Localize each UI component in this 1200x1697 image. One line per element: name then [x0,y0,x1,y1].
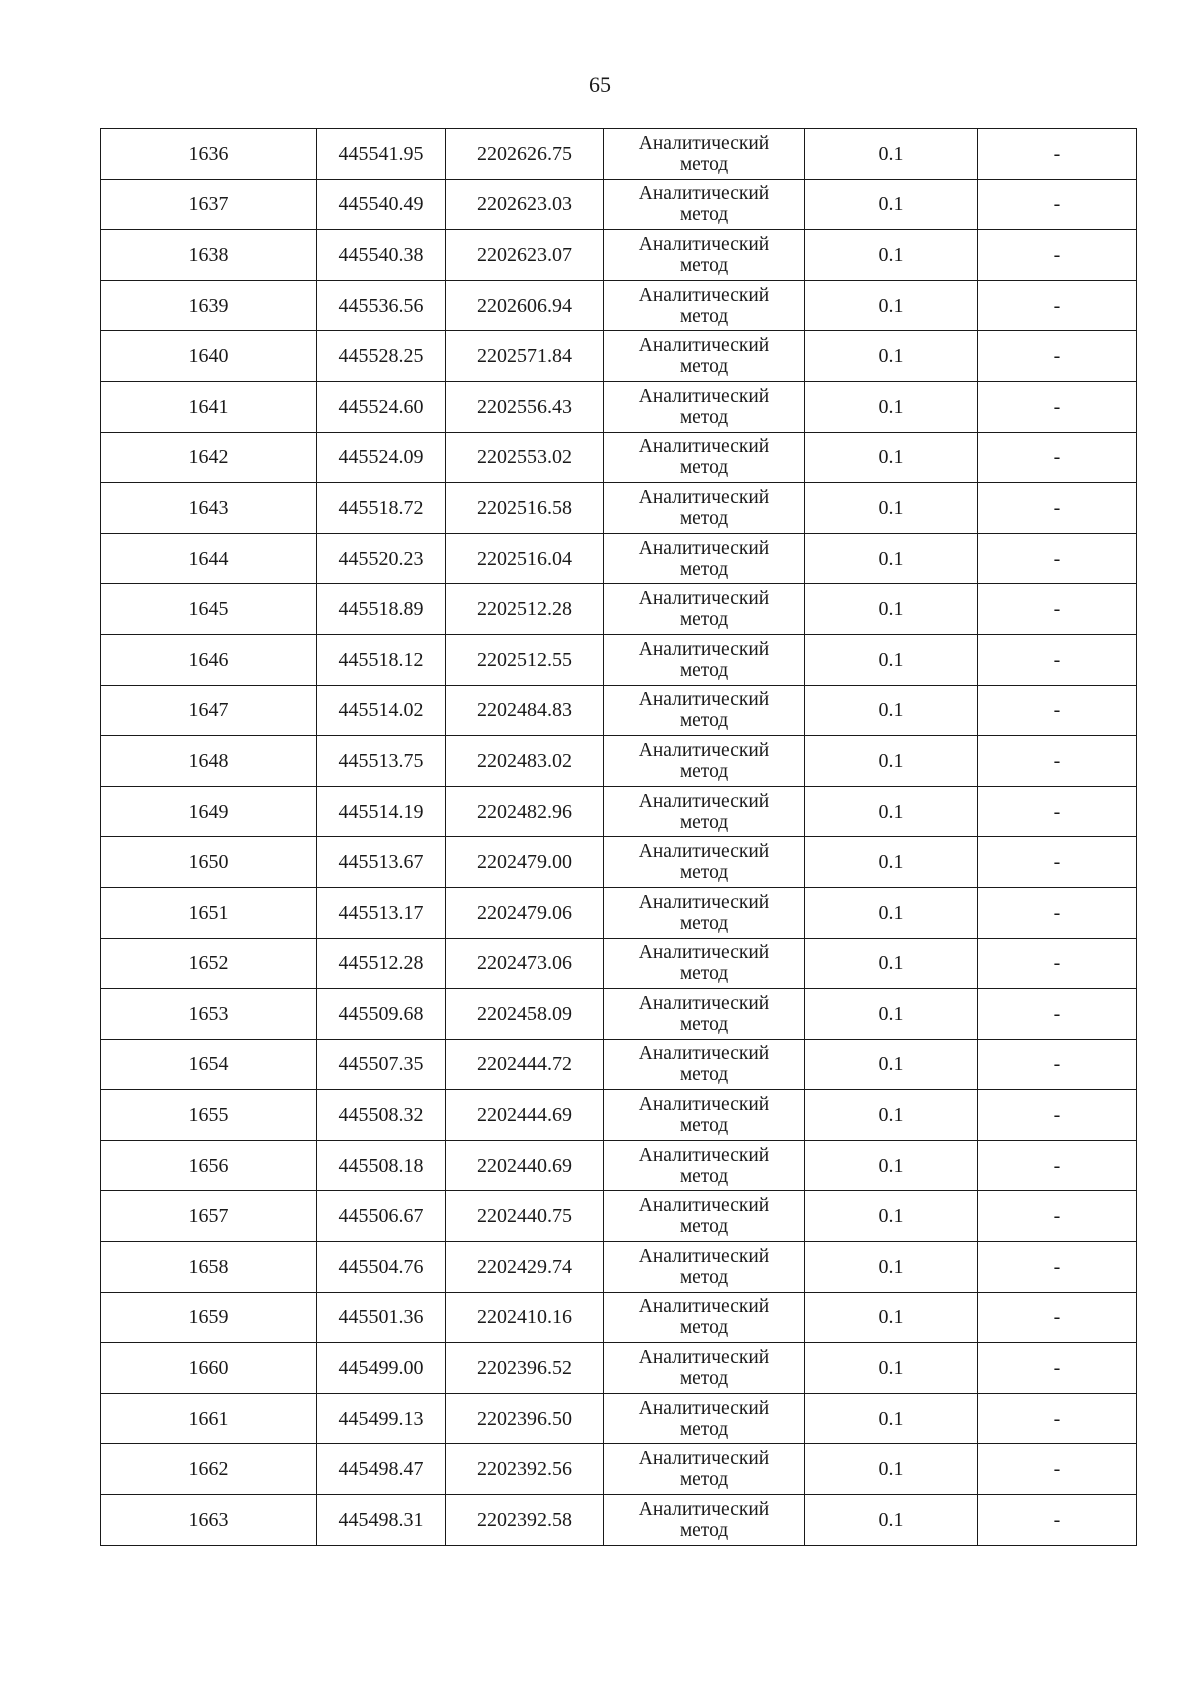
method-cell [604,1495,805,1546]
method-line-1: Аналитический [638,1245,770,1267]
method-cell [604,432,805,483]
method-line-2: метод [679,1165,729,1187]
method-cell [604,1242,805,1293]
coordinates-table [100,128,1137,1546]
accuracy-cell: 0.1 [805,432,978,483]
table-row [101,1039,1137,1090]
method-line-1: Аналитический [638,335,770,357]
table-row [101,1090,1137,1141]
y-coordinate-cell: 2202556.43 [446,381,604,432]
note-cell: - [978,129,1137,180]
table-row [101,837,1137,888]
point-number-cell: 1655 [101,1090,317,1141]
point-number-cell: 1641 [101,381,317,432]
table-row [101,1393,1137,1444]
accuracy-cell: 0.1 [805,1495,978,1546]
point-number-cell: 1647 [101,685,317,736]
note-cell: - [978,1191,1137,1242]
note-cell: - [978,1393,1137,1444]
point-number-cell: 1657 [101,1191,317,1242]
note-cell: - [978,1090,1137,1141]
y-coordinate-cell: 2202516.58 [446,483,604,534]
table-row [101,584,1137,635]
method-cell [604,1039,805,1090]
point-number-cell: 1651 [101,887,317,938]
method-cell [604,1343,805,1394]
accuracy-cell: 0.1 [805,1343,978,1394]
method-line-1: Аналитический [638,1043,770,1065]
point-number-cell: 1646 [101,634,317,685]
accuracy-cell: 0.1 [805,230,978,281]
method-cell [604,685,805,736]
accuracy-cell: 0.1 [805,685,978,736]
method-line-1: Аналитический [638,1347,770,1369]
accuracy-cell: 0.1 [805,938,978,989]
method-line-2: метод [679,1115,729,1137]
table-row [101,989,1137,1040]
method-cell [604,230,805,281]
accuracy-cell: 0.1 [805,1039,978,1090]
method-line-2: метод [679,862,729,884]
x-coordinate-cell: 445518.72 [317,483,446,534]
point-number-cell: 1645 [101,584,317,635]
table-row [101,280,1137,331]
method-cell [604,1191,805,1242]
method-line-1: Аналитический [638,942,770,964]
point-number-cell: 1642 [101,432,317,483]
note-cell: - [978,280,1137,331]
method-line-2: метод [679,1469,729,1491]
point-number-cell: 1648 [101,736,317,787]
y-coordinate-cell: 2202623.03 [446,179,604,230]
y-coordinate-cell: 2202396.50 [446,1393,604,1444]
note-cell: - [978,938,1137,989]
method-cell [604,1090,805,1141]
method-cell [604,331,805,382]
accuracy-cell: 0.1 [805,1393,978,1444]
point-number-cell: 1636 [101,129,317,180]
table-row [101,533,1137,584]
note-cell: - [978,1343,1137,1394]
y-coordinate-cell: 2202410.16 [446,1292,604,1343]
note-cell: - [978,483,1137,534]
method-cell [604,736,805,787]
x-coordinate-cell: 445513.17 [317,887,446,938]
y-coordinate-cell: 2202473.06 [446,938,604,989]
accuracy-cell: 0.1 [805,989,978,1040]
note-cell: - [978,179,1137,230]
method-cell [604,938,805,989]
accuracy-cell: 0.1 [805,1090,978,1141]
method-line-2: метод [679,710,729,732]
method-cell [604,837,805,888]
method-cell [604,483,805,534]
table-row [101,129,1137,180]
y-coordinate-cell: 2202516.04 [446,533,604,584]
note-cell: - [978,685,1137,736]
x-coordinate-cell: 445508.32 [317,1090,446,1141]
note-cell: - [978,1292,1137,1343]
x-coordinate-cell: 445499.00 [317,1343,446,1394]
y-coordinate-cell: 2202484.83 [446,685,604,736]
accuracy-cell: 0.1 [805,837,978,888]
method-line-1: Аналитический [638,992,770,1014]
accuracy-cell: 0.1 [805,533,978,584]
method-line-2: метод [679,912,729,934]
accuracy-cell: 0.1 [805,736,978,787]
x-coordinate-cell: 445518.12 [317,634,446,685]
y-coordinate-cell: 2202626.75 [446,129,604,180]
note-cell: - [978,989,1137,1040]
note-cell: - [978,1242,1137,1293]
x-coordinate-cell: 445499.13 [317,1393,446,1444]
note-cell: - [978,634,1137,685]
accuracy-cell: 0.1 [805,584,978,635]
method-cell [604,179,805,230]
accuracy-cell: 0.1 [805,280,978,331]
table-row [101,634,1137,685]
accuracy-cell: 0.1 [805,786,978,837]
table-row [101,1140,1137,1191]
note-cell: - [978,786,1137,837]
method-cell [604,129,805,180]
note-cell: - [978,837,1137,888]
method-line-1: Аналитический [638,739,770,761]
y-coordinate-cell: 2202440.69 [446,1140,604,1191]
method-line-2: метод [679,254,729,276]
x-coordinate-cell: 445524.60 [317,381,446,432]
point-number-cell: 1654 [101,1039,317,1090]
table-row [101,432,1137,483]
x-coordinate-cell: 445514.02 [317,685,446,736]
method-cell [604,280,805,331]
table-row [101,1495,1137,1546]
method-line-2: метод [679,153,729,175]
note-cell: - [978,584,1137,635]
note-cell: - [978,432,1137,483]
table-row [101,736,1137,787]
note-cell: - [978,230,1137,281]
y-coordinate-cell: 2202482.96 [446,786,604,837]
method-line-2: метод [679,406,729,428]
point-number-cell: 1652 [101,938,317,989]
method-line-1: Аналитический [638,1144,770,1166]
method-line-2: метод [679,356,729,378]
y-coordinate-cell: 2202479.00 [446,837,604,888]
method-line-2: метод [679,1519,729,1541]
x-coordinate-cell: 445501.36 [317,1292,446,1343]
method-line-1: Аналитический [638,1296,770,1318]
accuracy-cell: 0.1 [805,634,978,685]
note-cell: - [978,331,1137,382]
method-line-2: метод [679,457,729,479]
x-coordinate-cell: 445514.19 [317,786,446,837]
point-number-cell: 1661 [101,1393,317,1444]
accuracy-cell: 0.1 [805,1444,978,1495]
method-cell [604,533,805,584]
method-line-1: Аналитический [638,486,770,508]
point-number-cell: 1640 [101,331,317,382]
accuracy-cell: 0.1 [805,331,978,382]
method-line-2: метод [679,204,729,226]
method-line-2: метод [679,1266,729,1288]
x-coordinate-cell: 445540.49 [317,179,446,230]
point-number-cell: 1656 [101,1140,317,1191]
method-cell [604,584,805,635]
point-number-cell: 1649 [101,786,317,837]
table-row [101,483,1137,534]
method-cell [604,634,805,685]
x-coordinate-cell: 445528.25 [317,331,446,382]
method-line-1: Аналитический [638,1397,770,1419]
table-row [101,1343,1137,1394]
accuracy-cell: 0.1 [805,887,978,938]
x-coordinate-cell: 445541.95 [317,129,446,180]
method-line-1: Аналитический [638,841,770,863]
y-coordinate-cell: 2202512.55 [446,634,604,685]
point-number-cell: 1644 [101,533,317,584]
y-coordinate-cell: 2202606.94 [446,280,604,331]
method-cell [604,381,805,432]
page-number: 65 [589,72,611,97]
method-line-1: Аналитический [638,385,770,407]
x-coordinate-cell: 445507.35 [317,1039,446,1090]
method-line-2: метод [679,760,729,782]
method-line-2: метод [679,1013,729,1035]
method-line-1: Аналитический [638,1094,770,1116]
table-row [101,1292,1137,1343]
accuracy-cell: 0.1 [805,1292,978,1343]
method-cell [604,1393,805,1444]
method-line-1: Аналитический [638,689,770,711]
method-line-2: метод [679,1064,729,1086]
point-number-cell: 1658 [101,1242,317,1293]
table-row [101,179,1137,230]
x-coordinate-cell: 445509.68 [317,989,446,1040]
method-line-1: Аналитический [638,638,770,660]
method-line-2: метод [679,507,729,529]
point-number-cell: 1639 [101,280,317,331]
accuracy-cell: 0.1 [805,1191,978,1242]
y-coordinate-cell: 2202483.02 [446,736,604,787]
point-number-cell: 1638 [101,230,317,281]
table-row [101,938,1137,989]
method-line-1: Аналитический [638,233,770,255]
accuracy-cell: 0.1 [805,179,978,230]
method-cell [604,887,805,938]
point-number-cell: 1653 [101,989,317,1040]
method-line-1: Аналитический [638,1448,770,1470]
method-line-2: метод [679,1418,729,1440]
point-number-cell: 1643 [101,483,317,534]
y-coordinate-cell: 2202571.84 [446,331,604,382]
y-coordinate-cell: 2202512.28 [446,584,604,635]
x-coordinate-cell: 445508.18 [317,1140,446,1191]
note-cell: - [978,1495,1137,1546]
y-coordinate-cell: 2202444.72 [446,1039,604,1090]
x-coordinate-cell: 445520.23 [317,533,446,584]
method-line-1: Аналитический [638,1498,770,1520]
method-line-1: Аналитический [638,183,770,205]
note-cell: - [978,1039,1137,1090]
note-cell: - [978,887,1137,938]
y-coordinate-cell: 2202479.06 [446,887,604,938]
method-line-2: метод [679,1216,729,1238]
method-line-2: метод [679,811,729,833]
accuracy-cell: 0.1 [805,1242,978,1293]
method-line-2: метод [679,659,729,681]
method-cell [604,1140,805,1191]
method-line-1: Аналитический [638,284,770,306]
method-line-1: Аналитический [638,132,770,154]
table-row [101,1444,1137,1495]
method-line-1: Аналитический [638,537,770,559]
method-line-2: метод [679,558,729,580]
point-number-cell: 1659 [101,1292,317,1343]
x-coordinate-cell: 445513.75 [317,736,446,787]
x-coordinate-cell: 445506.67 [317,1191,446,1242]
y-coordinate-cell: 2202444.69 [446,1090,604,1141]
method-line-2: метод [679,963,729,985]
table-row [101,1242,1137,1293]
y-coordinate-cell: 2202553.02 [446,432,604,483]
method-line-2: метод [679,305,729,327]
x-coordinate-cell: 445504.76 [317,1242,446,1293]
x-coordinate-cell: 445540.38 [317,230,446,281]
x-coordinate-cell: 445536.56 [317,280,446,331]
point-number-cell: 1660 [101,1343,317,1394]
y-coordinate-cell: 2202396.52 [446,1343,604,1394]
x-coordinate-cell: 445498.31 [317,1495,446,1546]
accuracy-cell: 0.1 [805,483,978,534]
method-line-1: Аналитический [638,1195,770,1217]
method-line-1: Аналитический [638,436,770,458]
point-number-cell: 1637 [101,179,317,230]
table-row [101,786,1137,837]
point-number-cell: 1662 [101,1444,317,1495]
table-row [101,887,1137,938]
x-coordinate-cell: 445518.89 [317,584,446,635]
y-coordinate-cell: 2202392.58 [446,1495,604,1546]
table-row [101,1191,1137,1242]
method-cell [604,1292,805,1343]
x-coordinate-cell: 445512.28 [317,938,446,989]
method-line-1: Аналитический [638,790,770,812]
x-coordinate-cell: 445524.09 [317,432,446,483]
method-cell [604,989,805,1040]
point-number-cell: 1650 [101,837,317,888]
note-cell: - [978,1444,1137,1495]
note-cell: - [978,736,1137,787]
accuracy-cell: 0.1 [805,1140,978,1191]
table-row [101,230,1137,281]
y-coordinate-cell: 2202623.07 [446,230,604,281]
method-cell [604,1444,805,1495]
accuracy-cell: 0.1 [805,381,978,432]
y-coordinate-cell: 2202440.75 [446,1191,604,1242]
coordinates-table-body [101,129,1137,1546]
note-cell: - [978,381,1137,432]
y-coordinate-cell: 2202429.74 [446,1242,604,1293]
point-number-cell: 1663 [101,1495,317,1546]
method-line-2: метод [679,1368,729,1390]
method-line-2: метод [679,609,729,631]
table-row [101,331,1137,382]
note-cell: - [978,1140,1137,1191]
method-line-2: метод [679,1317,729,1339]
note-cell: - [978,533,1137,584]
x-coordinate-cell: 445498.47 [317,1444,446,1495]
method-line-1: Аналитический [638,891,770,913]
method-cell [604,786,805,837]
table-row [101,685,1137,736]
y-coordinate-cell: 2202458.09 [446,989,604,1040]
accuracy-cell: 0.1 [805,129,978,180]
table-row [101,381,1137,432]
method-line-1: Аналитический [638,588,770,610]
x-coordinate-cell: 445513.67 [317,837,446,888]
y-coordinate-cell: 2202392.56 [446,1444,604,1495]
